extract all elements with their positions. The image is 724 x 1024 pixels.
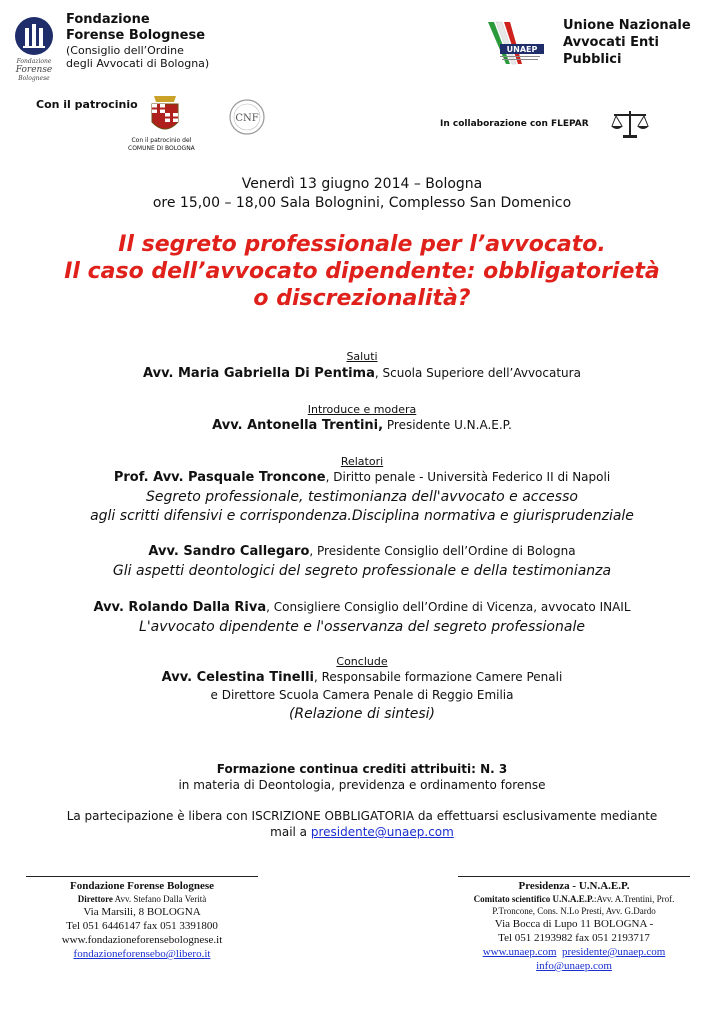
- unaep-logo: [480, 14, 552, 74]
- cnf-seal-text: CNF: [235, 113, 259, 124]
- footer-right-rule: [458, 876, 690, 877]
- footer-left-website: www.fondazioneforensebolognese.it: [61, 934, 223, 946]
- concluding-name: Avv. Celestina Tinelli: [161, 670, 314, 685]
- participation-prefix: mail a: [270, 825, 311, 839]
- saluti-speaker: [0, 366, 724, 381]
- cnf-seal-icon: [228, 98, 266, 136]
- speaker-2: [0, 544, 724, 559]
- footer-left-phone: Tel 051 6446147 fax 051 3391800: [66, 920, 218, 932]
- footer-right-address: Via Bocca di Lupo 11 BOLOGNA -: [494, 918, 654, 930]
- title-line2: Il caso dell’avvocato dipendente: obbligatorietà: [64, 259, 660, 284]
- comune-crest: [144, 92, 186, 136]
- logo-text-1: Fondazione: [16, 58, 52, 65]
- crest-icon: [144, 92, 186, 136]
- registration-email-link[interactable]: presidente@unaep.com: [310, 825, 454, 839]
- speaker-2-topic: Gli aspetti deontologici del segreto professionale e della testimonianza: [112, 563, 612, 579]
- speaker-2-role: , Presidente Consiglio dell’Ordine di Bologna: [309, 544, 576, 558]
- speaker-1: [0, 470, 724, 485]
- cnf-seal: [228, 98, 266, 136]
- footer-right-title: Presidenza - U.N.A.E.P.: [518, 880, 630, 892]
- unaep-name-line3: Pubblici: [563, 52, 622, 67]
- footer-left-rule: [26, 876, 258, 877]
- intro-heading: Introduce e modera: [307, 403, 417, 416]
- org-name-line2: Forense Bolognese: [66, 28, 206, 43]
- presidente-email-link[interactable]: presidente@unaep.com: [562, 946, 666, 958]
- intro-name: Avv. Antonella Trentini,: [212, 418, 384, 433]
- speaker-1-topic-line2: agli scritti difensivi e corrispondenza.Disciplina normativa e giurisprudenziale: [90, 508, 634, 524]
- committee-line1: :Avv. A.Trentini, Prof.: [593, 894, 675, 904]
- saluti-name: Avv. Maria Gabriella Di Pentima: [143, 366, 375, 381]
- conclude-heading: Conclude: [336, 655, 388, 668]
- footer-right-phone: Tel 051 2193982 fax 051 2193717: [498, 932, 650, 944]
- logo-text-2: Forense: [15, 65, 53, 75]
- footer-right: [450, 879, 698, 973]
- title-line3: o discrezionalità?: [253, 286, 471, 311]
- credits-line1: Formazione continua crediti attribuiti: N. 3: [216, 762, 508, 776]
- unaep-logo-text: UNAEP: [506, 45, 538, 54]
- speaker-2-name: Avv. Sandro Callegaro: [148, 544, 310, 559]
- info-email-link[interactable]: info@unaep.com: [536, 960, 612, 972]
- speaker-1-topic-line1: Segreto professionale, testimonianza dell'avvocato e accesso: [146, 489, 578, 505]
- fondazione-logo: [12, 14, 56, 84]
- speaker-3-role: , Consigliere Consiglio dell’Ordine di Vicenza, avvocato INAIL: [266, 600, 631, 614]
- credits: [0, 761, 724, 793]
- participation: [0, 808, 724, 840]
- unaep-logo-icon: [480, 14, 552, 74]
- event-info: [0, 175, 724, 213]
- concluding-speaker: [0, 670, 724, 685]
- title-line1: Il segreto professionale per l’avvocato.: [118, 232, 606, 257]
- concluding-role-1: , Responsabile formazione Camere Penali: [313, 670, 563, 684]
- speaker-3-name: Avv. Rolando Dalla Riva: [93, 600, 267, 615]
- event-time-place: ore 15,00 – 18,00 Sala Bolognini, Complesso San Domenico: [152, 195, 572, 211]
- intro-role: Presidente U.N.A.E.P.: [383, 418, 512, 432]
- footer-left-title: Fondazione Forense Bolognese: [69, 880, 214, 892]
- unaep-name-line2: Avvocati Enti: [563, 35, 659, 50]
- footer-left-address: Via Marsili, 8 BOLOGNA: [83, 906, 201, 918]
- speaker-1-topic: [0, 488, 724, 526]
- event-date: Venerdì 13 giugno 2014 – Bologna: [241, 176, 483, 192]
- saluti-heading: Saluti: [346, 350, 378, 363]
- relatori-heading: Relatori: [340, 455, 384, 468]
- org-sub-line2: degli Avvocati di Bologna): [66, 57, 210, 70]
- concluding-role-2: e Direttore Scuola Camera Penale di Reggio Emilia: [210, 688, 514, 702]
- footer-left: [26, 879, 258, 961]
- committee-line2: P.Troncone, Cons. N.Lo Presti, Avv. G.Dardo: [492, 906, 656, 916]
- scales-icon: [610, 108, 650, 140]
- header-left-text: [66, 12, 209, 70]
- footer-left-email-link[interactable]: fondazioneforensebo@libero.it: [73, 948, 211, 960]
- concluding-topic: (Relazione di sintesi): [288, 706, 436, 722]
- speaker-3: [0, 600, 724, 615]
- committee-label: Comitato scientifico U.N.A.E.P.: [473, 894, 594, 904]
- unaep-name-line1: Unione Nazionale: [563, 18, 691, 33]
- comune-caption-line2: COMUNE DI BOLOGNA: [128, 145, 195, 152]
- logo-text-3: Bolognese: [18, 75, 50, 82]
- org-name-line1: Fondazione: [66, 12, 150, 27]
- patronage-label: Con il patrocinio: [36, 98, 138, 111]
- credits-line2: in materia di Deontologia, previdenza e ordinamento forense: [178, 778, 546, 792]
- comune-caption-line1: Con il patrocinio del: [131, 137, 192, 144]
- intro-speaker: [0, 418, 724, 433]
- director-name: Avv. Stefano Dalla Verità: [112, 894, 207, 904]
- saluti-role: , Scuola Superiore dell’Avvocatura: [374, 366, 581, 380]
- header-right-text: [563, 17, 691, 68]
- speaker-1-role: , Diritto penale - Università Federico II di Napoli: [325, 470, 611, 484]
- collaboration-label: In collaborazione con FLEPAR: [440, 119, 589, 129]
- event-title: [0, 231, 724, 312]
- director-label: Direttore: [77, 894, 113, 904]
- comune-caption: [128, 137, 195, 153]
- speaker-1-name: Prof. Avv. Pasquale Troncone: [113, 470, 326, 485]
- participation-line1: La partecipazione è libera con ISCRIZIONE OBBLIGATORIA da effettuarsi esclusivamente mediante: [66, 809, 658, 823]
- speaker-3-topic: L'avvocato dipendente e l'osservanza del segreto professionale: [139, 619, 585, 635]
- org-sub-line1: (Consiglio dell’Ordine: [66, 44, 184, 57]
- flepar-logo: [610, 108, 650, 140]
- unaep-website-link[interactable]: www.unaep.com: [482, 946, 557, 958]
